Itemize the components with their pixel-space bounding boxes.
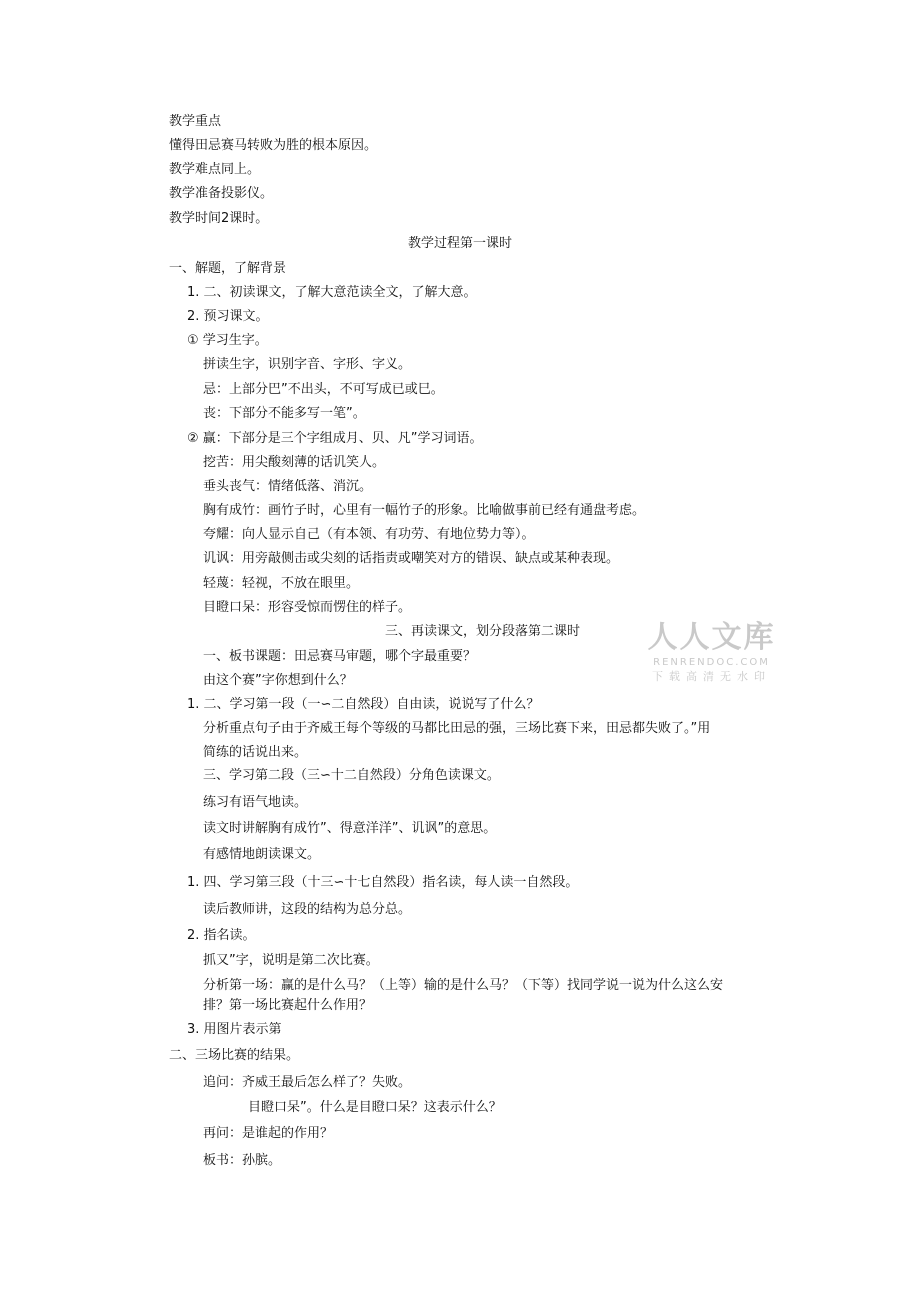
text-line: 再问：是谁起的作用？ (203, 1126, 334, 1141)
text-line: 简练的话说出来。 (203, 745, 308, 760)
text-line: 排？第一场比赛起什么作用？ (203, 998, 373, 1013)
section-heading: 教学过程第一课时 (407, 236, 512, 251)
text-line: 由这个赛”字你想到什么？ (203, 673, 353, 688)
text-line: 读文时讲解胸有成竹”、得意洋洋”、讥讽”的意思。 (203, 821, 497, 836)
text-line: 一、板书课题：田忌赛马审题，哪个字最重要？ (203, 649, 477, 664)
text-line: 懂得田忌赛马转败为胜的根本原因。 (169, 138, 378, 153)
text-line: 垂头丧气：情绪低落、消沉。 (203, 479, 373, 494)
watermark-slogan: 下载高清无水印 (652, 670, 771, 683)
text-line: 分析第一场：赢的是什么马？（上等）输的是什么马？（下等）找同学说一说为什么这么安 (203, 978, 724, 993)
list-item: 3. 用图片表示第 (187, 1022, 282, 1037)
text-line: 挖苦：用尖酸刻薄的话讥笑人。 (203, 455, 386, 470)
text-line: 二、三场比赛的结果。 (169, 1048, 300, 1063)
text-line: 教学难点同上。 (169, 162, 261, 177)
text-line: 一、解题，了解背景 (169, 261, 287, 276)
list-item: ① 学习生字。 (187, 333, 268, 348)
list-item: 1. 二、学习第一段（一∽二自然段）自由读，说说写了什么？ (187, 697, 540, 712)
text-line: 讥讽：用旁敲侧击或尖刻的话指责或嘲笑对方的错误、缺点或某种表现。 (203, 551, 620, 566)
text-line: 追问：齐威王最后怎么样了？失败。 (203, 1075, 412, 1090)
text-line: 板书：孙膑。 (203, 1153, 282, 1168)
text-line: 忌：上部分巴”不出头，不可写成已或巳。 (203, 382, 444, 397)
text-line: 教学时间2课时。 (169, 211, 269, 226)
watermark-title: 人人文库 (647, 620, 776, 655)
text-line: 三、学习第二段（三∽十二自然段）分角色读课文。 (203, 768, 500, 783)
text-line: 胸有成竹：画竹子时，心里有一幅竹子的形象。比喻做事前已经有通盘考虑。 (203, 503, 646, 518)
list-item: 1. 四、学习第三段（十三∽十七自然段）指名读，每人读一自然段。 (187, 875, 579, 890)
text-line: 轻蔑：轻视，不放在眼里。 (203, 576, 360, 591)
text-line: 丧：下部分不能多写一笔”。 (203, 406, 366, 421)
watermark-domain: RENRENDOC.COM (653, 657, 770, 668)
watermark (644, 620, 779, 684)
list-item: ② 赢：下部分是三个字组成月、贝、凡”学习词语。 (187, 431, 483, 446)
text-line: 目瞪口呆：形容受惊而愣住的样子。 (203, 600, 412, 615)
list-item: 1. 二、初读课文，了解大意范读全文，了解大意。 (187, 285, 477, 300)
list-item: 2. 预习课文。 (187, 309, 269, 324)
text-line: 夸耀：向人显示自己（有本领、有功劳、有地位势力等）。 (203, 527, 535, 542)
text-line: 练习有语气地读。 (203, 795, 308, 810)
text-line: 抓又”字，说明是第二次比赛。 (203, 953, 379, 968)
text-line: 有感情地朗读课文。 (203, 847, 321, 862)
list-item: 2. 指名读。 (187, 928, 256, 943)
text-line: 拼读生字，识别字音、字形、字义。 (203, 357, 412, 372)
text-line: 教学准备投影仪。 (169, 186, 274, 201)
text-line: 读后教师讲，这段的结构为总分总。 (203, 902, 412, 917)
text-line: 教学重点 (169, 114, 222, 129)
section-heading: 三、再读课文，划分段落第二课时 (385, 624, 581, 639)
text-line: 目瞪口呆”。什么是目瞪口呆？这表示什么？ (248, 1100, 502, 1115)
text-line: 分析重点句子由于齐威王每个等级的马都比田忌的强，三场比赛下来，田忌都失败了。”用 (203, 721, 711, 736)
